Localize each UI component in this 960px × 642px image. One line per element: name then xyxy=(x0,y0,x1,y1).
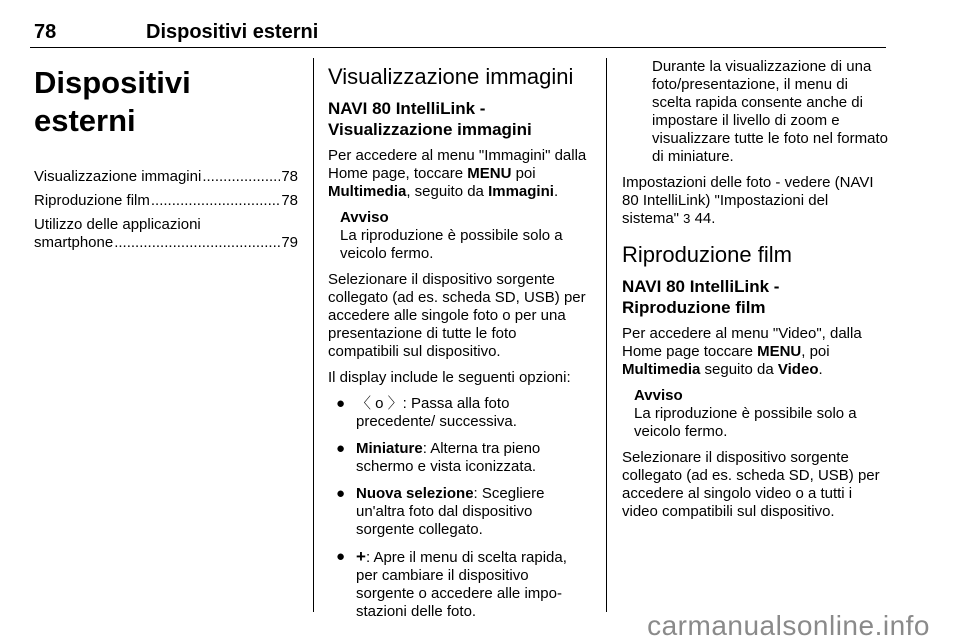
toc-entry-label: Visualizzazione immagini xyxy=(34,168,202,185)
multimedia-term: Multimedia xyxy=(328,183,407,200)
text: . xyxy=(553,183,559,200)
continued-list-text: Durante la visualizzazione di una foto/presentazione, il menu di scelta rapida consente anche di impostare il livello di zoom e visualizzare tutte le foto nel formato di miniature. xyxy=(652,58,888,165)
paragraph: Selezionare il dispositivo sorgente collegato (ad es. scheda SD, USB) per accedere al singolo video o a tutti i video compatibili sul dispositivo. xyxy=(622,449,880,520)
page-reference-icon: 3 xyxy=(683,211,691,226)
list-item xyxy=(328,485,590,539)
plus-icon: + xyxy=(356,547,366,566)
section-heading: Visualizzazione immagini xyxy=(328,64,574,89)
subsection-heading: NAVI 80 IntelliLink - Visualizzazione immagini xyxy=(328,99,532,139)
text: . xyxy=(818,361,823,378)
video-term: Video xyxy=(777,361,819,378)
multimedia-term: Multimedia xyxy=(622,361,701,378)
text: Per accedere al menu "Video", dalla Home page toccare xyxy=(622,325,862,360)
notice-text: La riproduzione è possibile solo a veicolo fermo. xyxy=(634,405,857,440)
options-list xyxy=(328,395,590,621)
watermark: carmanualsonline.info xyxy=(647,610,930,641)
toc-leader xyxy=(114,234,280,252)
text: , poi xyxy=(801,343,830,360)
bullet: ● xyxy=(336,395,346,412)
text: poi xyxy=(511,165,536,182)
toc-entry[interactable] xyxy=(34,168,298,186)
paragraph: Il display include le seguenti opzioni: xyxy=(328,369,571,386)
paragraph: Selezionare il dispositivo sorgente collegato (ad es. scheda SD, USB) per accedere alle singole foto o per una presentazione di tutte le foto compatibili sul dispositivo. xyxy=(328,271,586,360)
list-item xyxy=(328,440,590,476)
bullet: ● xyxy=(336,440,346,457)
toc-leader xyxy=(202,168,280,186)
notice-title: Avviso xyxy=(634,387,683,404)
toc-leader xyxy=(151,192,280,210)
list-item-term: Nuova selezione xyxy=(356,485,474,502)
section-heading: Riproduzione film xyxy=(622,242,792,267)
page-number: 78 xyxy=(34,21,57,43)
column-divider xyxy=(313,58,314,612)
notice-box xyxy=(340,209,590,263)
page-reference: 44. xyxy=(690,210,716,227)
toc-entry-label: smartphone xyxy=(34,234,114,251)
paragraph xyxy=(622,174,888,228)
list-item-text: : Scegliere un'altra foto dal dispositivo sorgente collegato. xyxy=(356,485,545,538)
list-item-term: Miniature xyxy=(356,440,423,457)
toc-entry-page: 78 xyxy=(281,192,298,209)
bullet: ● xyxy=(336,485,346,502)
list-item-text: 〈 o 〉: Passa alla foto precedente/ successiva. xyxy=(356,395,517,430)
text: seguito da xyxy=(700,361,778,378)
table-of-contents xyxy=(34,168,298,252)
bullet: ● xyxy=(336,548,346,565)
text: , seguito da xyxy=(406,183,489,200)
notice-text: La riproduzione è possibile solo a veicolo fermo. xyxy=(340,227,563,262)
chapter-title: Dispositivi esterni xyxy=(34,65,191,138)
toc-entry-label: Utilizzo delle applicazioni xyxy=(34,216,201,233)
content-column xyxy=(328,58,590,620)
intro-paragraph xyxy=(328,147,590,201)
intro-paragraph xyxy=(622,325,888,379)
toc-column xyxy=(34,58,298,612)
menu-term: MENU xyxy=(757,343,802,360)
toc-entry-page: 79 xyxy=(281,234,298,251)
toc-entry[interactable] xyxy=(34,216,298,252)
list-item-text: : Alterna tra pieno schermo e vista iconizzata. xyxy=(356,440,541,475)
toc-entry-page: 78 xyxy=(281,168,298,185)
list-item xyxy=(328,395,590,431)
list-item-text: : Apre il menu di scelta rapida, per cambiare il dispositivo sorgente o accedere alle impo- stazioni delle foto. xyxy=(356,549,567,620)
toc-entry-label: Riproduzione film xyxy=(34,192,150,209)
toc-entry[interactable] xyxy=(34,192,298,210)
subsection-heading: NAVI 80 IntelliLink - Riproduzione film xyxy=(622,277,780,317)
header-rule xyxy=(30,47,886,48)
column-divider xyxy=(606,58,607,612)
immagini-term: Immagini xyxy=(488,183,554,200)
running-title: Dispositivi esterni xyxy=(146,21,319,43)
notice-title: Avviso xyxy=(340,209,389,226)
page-header xyxy=(30,18,886,48)
notice-box xyxy=(634,387,888,441)
content-column xyxy=(622,58,888,612)
text: Per accedere al menu "Immagini" dalla Home page, toccare xyxy=(328,147,587,182)
text: Impostazioni delle foto - vedere (NAVI 80 IntelliLink) "Impostazioni del sistema" xyxy=(622,174,874,227)
menu-term: MENU xyxy=(467,165,512,182)
